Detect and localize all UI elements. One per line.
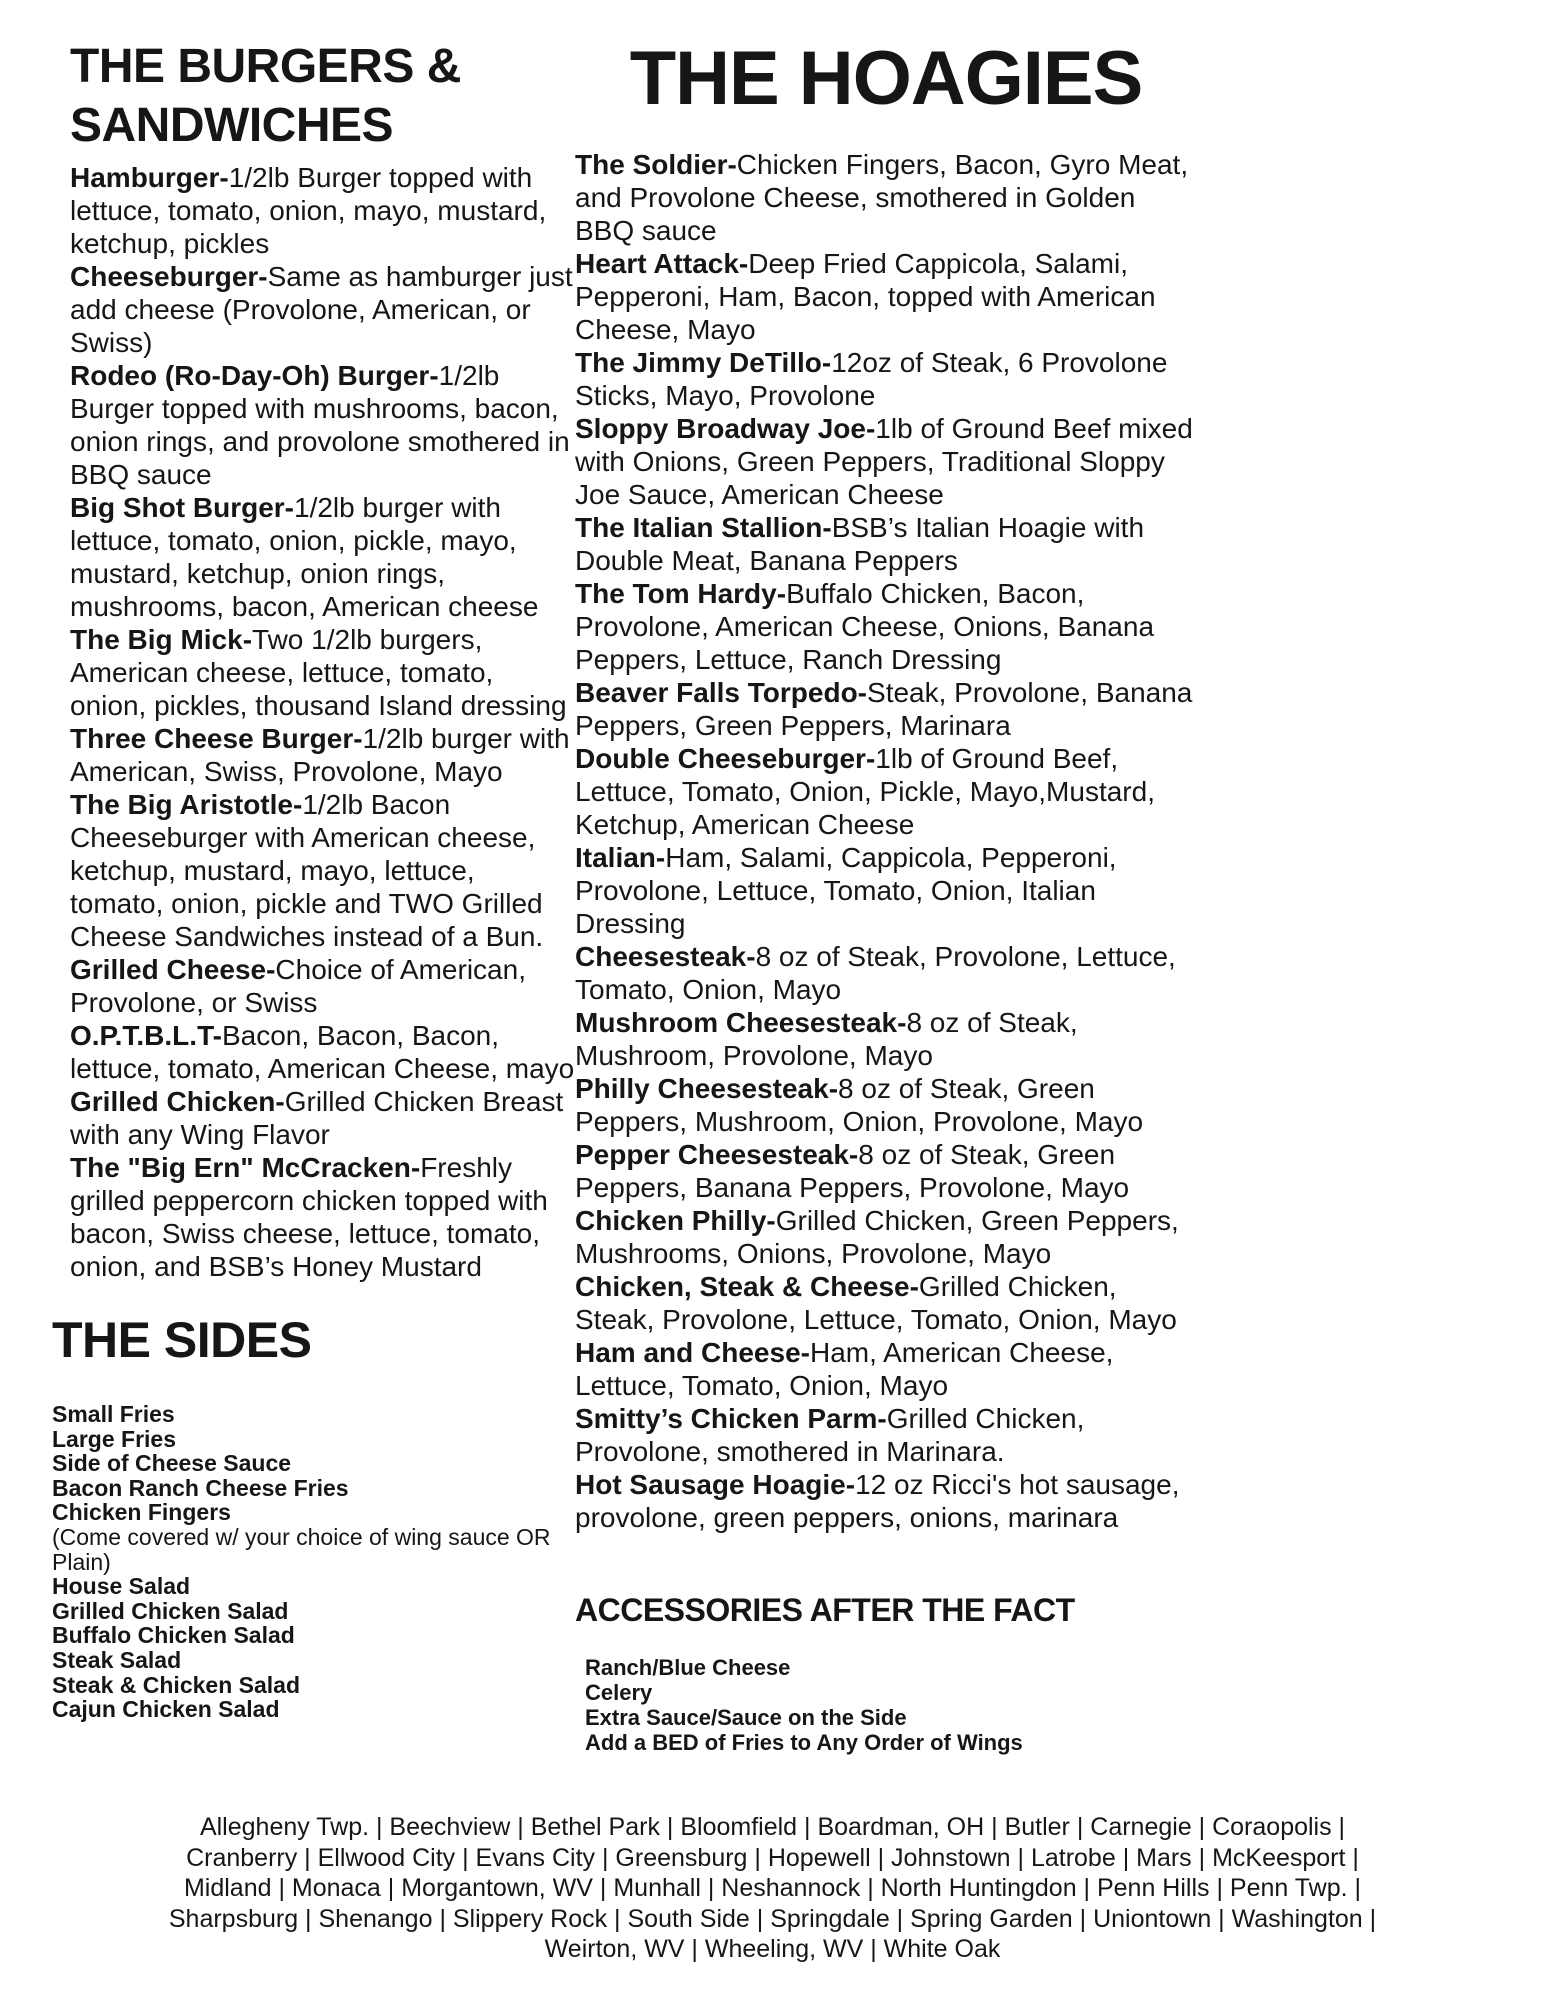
menu-item bbox=[575, 1270, 1197, 1336]
menu-item bbox=[575, 1138, 1197, 1204]
menu-item-desc: 1/2lb Burger topped with mushrooms, bacon, onion rings, and provolone smothered in BBQ sauce bbox=[70, 360, 570, 491]
menu-item bbox=[70, 722, 575, 788]
menu-item bbox=[70, 1085, 575, 1151]
menu-item-desc: 12 oz Ricci's hot sausage, provolone, green peppers, onions, marinara bbox=[575, 1469, 1180, 1534]
menu-item bbox=[575, 1468, 1197, 1534]
menu-item-desc: Deep Fried Cappicola, Salami, Pepperoni, Ham, Bacon, topped with American Cheese, Mayo bbox=[575, 248, 1156, 346]
accessories-list bbox=[575, 1655, 1197, 1755]
menu-item bbox=[70, 623, 575, 722]
menu-item-name: The Big Mick- bbox=[70, 624, 253, 656]
locations-line: Sharpsburg | Shenango | Slippery Rock | South Side | Springdale | Spring Garden | Uniontown | Washington | bbox=[168, 1904, 1377, 1933]
accessory-item: Ranch/Blue Cheese bbox=[585, 1654, 791, 1680]
menu-item-desc: Grilled Chicken, Green Peppers, Mushrooms, Onions, Provolone, Mayo bbox=[575, 1205, 1179, 1270]
menu-item bbox=[575, 1006, 1197, 1072]
menu-item-name: The "Big Ern" McCracken- bbox=[70, 1152, 421, 1184]
menu-item-name: Beaver Falls Torpedo- bbox=[575, 677, 868, 709]
menu-item bbox=[70, 260, 575, 359]
side-item: Chicken Fingers bbox=[52, 1499, 231, 1526]
hoagies-list bbox=[575, 148, 1197, 1534]
menu-item-desc: Steak, Provolone, Banana Peppers, Green Peppers, Marinara bbox=[575, 677, 1193, 742]
menu-item-name: Philly Cheesesteak- bbox=[575, 1073, 839, 1105]
locations-footer bbox=[0, 1812, 1545, 1965]
menu-item-name: Cheeseburger- bbox=[70, 261, 268, 293]
accessory-item: Add a BED of Fries to Any Order of Wings bbox=[585, 1729, 1023, 1755]
menu-item-name: Sloppy Broadway Joe- bbox=[575, 413, 876, 445]
side-item: Large Fries bbox=[52, 1425, 176, 1452]
sides-section bbox=[52, 1313, 575, 1722]
sides-list-top bbox=[52, 1402, 575, 1525]
burgers-list bbox=[70, 161, 575, 1283]
menu-item-name: The Soldier- bbox=[575, 149, 737, 181]
sides-heading: THE SIDES bbox=[52, 1312, 312, 1369]
menu-item-desc: 8 oz of Steak, Mushroom, Provolone, Mayo bbox=[575, 1007, 1078, 1072]
menu-item bbox=[575, 346, 1197, 412]
side-item: Cajun Chicken Salad bbox=[52, 1696, 280, 1723]
menu-item bbox=[575, 841, 1197, 940]
locations-line: Allegheny Twp. | Beechview | Bethel Park | Bloomfield | Boardman, OH | Butler | Carnegie | Coraopolis | bbox=[199, 1813, 1346, 1841]
menu-item-desc: Buffalo Chicken, Bacon, Provolone, American Cheese, Onions, Banana Peppers, Lettuce, Ranch Dressing bbox=[575, 578, 1155, 676]
menu-item bbox=[575, 412, 1197, 511]
menu-item bbox=[575, 148, 1197, 247]
menu-item-name: Grilled Chicken- bbox=[70, 1086, 285, 1118]
side-item: Grilled Chicken Salad bbox=[52, 1597, 289, 1624]
hoagies-column bbox=[575, 38, 1197, 1755]
menu-item-name: Double Cheeseburger- bbox=[575, 743, 876, 775]
menu-item-name: Smitty’s Chicken Parm- bbox=[575, 1403, 887, 1435]
sides-note: (Come covered w/ your choice of wing sauce OR Plain) bbox=[52, 1524, 551, 1575]
menu-item-desc: Freshly grilled peppercorn chicken topped with bacon, Swiss cheese, lettuce, tomato, onion, and BSB’s Honey Mustard bbox=[70, 1152, 548, 1283]
menu-item-name: Pepper Cheesesteak- bbox=[575, 1139, 859, 1171]
menu-item bbox=[70, 1019, 575, 1085]
menu-item-name: The Big Aristotle- bbox=[70, 789, 303, 821]
menu-item bbox=[70, 161, 575, 260]
menu-item-name: O.P.T.B.L.T- bbox=[70, 1020, 222, 1052]
locations-line: Weirton, WV | Wheeling, WV | White Oak bbox=[544, 1935, 1001, 1963]
burgers-column bbox=[52, 38, 575, 1723]
accessory-item: Celery bbox=[585, 1679, 653, 1705]
menu-item-name: Hamburger- bbox=[70, 162, 229, 194]
menu-item-desc: BSB’s Italian Hoagie with Double Meat, Banana Peppers bbox=[575, 512, 1145, 577]
menu-item-desc: Chicken Fingers, Bacon, Gyro Meat, and Provolone Cheese, smothered in Golden BBQ sauce bbox=[575, 149, 1189, 247]
menu-item bbox=[575, 1336, 1197, 1402]
menu-item-desc: Same as hamburger just add cheese (Provolone, American, or Swiss) bbox=[70, 261, 573, 359]
sides-list-bottom bbox=[52, 1574, 575, 1722]
menu-item-desc: 1/2lb Burger topped with lettuce, tomato, onion, mayo, mustard, ketchup, pickles bbox=[70, 162, 547, 260]
menu-item-desc: 1/2lb burger with lettuce, tomato, onion, pickle, mayo, mustard, ketchup, onion rings, mushrooms, bacon, American cheese bbox=[70, 492, 539, 623]
menu-item-desc: Choice of American, Provolone, or Swiss bbox=[70, 954, 526, 1019]
menu-item bbox=[575, 247, 1197, 346]
accessories-section bbox=[575, 1592, 1197, 1755]
menu-item-desc: Bacon, Bacon, Bacon, lettuce, tomato, American Cheese, mayo bbox=[70, 1020, 575, 1085]
menu-item-desc: Ham, Salami, Cappicola, Pepperoni, Provolone, Lettuce, Tomato, Onion, Italian Dressing bbox=[575, 842, 1117, 940]
menu-item-name: Cheesesteak- bbox=[575, 941, 756, 973]
menu-item-desc: 8 oz of Steak, Green Peppers, Banana Peppers, Provolone, Mayo bbox=[575, 1139, 1130, 1204]
side-item: Steak & Chicken Salad bbox=[52, 1671, 300, 1698]
menu-item bbox=[575, 1204, 1197, 1270]
menu-item-name: Italian- bbox=[575, 842, 666, 874]
menu-item bbox=[575, 940, 1197, 1006]
side-item: House Salad bbox=[52, 1573, 191, 1600]
menu-item-desc: 8 oz of Steak, Provolone, Lettuce, Tomato, Onion, Mayo bbox=[575, 941, 1176, 1006]
menu-item bbox=[575, 1072, 1197, 1138]
menu-item-name: Rodeo (Ro-Day-Oh) Burger- bbox=[70, 360, 439, 392]
menu-item-name: Chicken, Steak & Cheese- bbox=[575, 1271, 919, 1303]
menu-item bbox=[575, 577, 1197, 676]
menu-item-name: Chicken Philly- bbox=[575, 1205, 776, 1237]
locations-line: Cranberry | Ellwood City | Evans City | Greensburg | Hopewell | Johnstown | Latrobe | Mars | McKeesport | bbox=[186, 1843, 1359, 1872]
menu-item-name: Three Cheese Burger- bbox=[70, 723, 363, 755]
menu-item bbox=[575, 1402, 1197, 1468]
side-item: Side of Cheese Sauce bbox=[52, 1450, 292, 1477]
menu-item-name: The Jimmy DeTillo- bbox=[575, 347, 832, 379]
menu-item-name: Big Shot Burger- bbox=[70, 492, 294, 524]
menu-item-desc: Grilled Chicken, Steak, Provolone, Lettuce, Tomato, Onion, Mayo bbox=[575, 1271, 1177, 1336]
side-item: Small Fries bbox=[52, 1401, 175, 1428]
menu-item bbox=[70, 359, 575, 491]
menu-item bbox=[575, 511, 1197, 577]
accessory-item: Extra Sauce/Sauce on the Side bbox=[585, 1704, 907, 1730]
menu-item bbox=[70, 953, 575, 1019]
menu-item-name: Heart Attack- bbox=[575, 248, 749, 280]
side-item: Steak Salad bbox=[52, 1647, 182, 1674]
accessories-heading: ACCESSORIES AFTER THE FACT bbox=[575, 1592, 1075, 1629]
side-item: Bacon Ranch Cheese Fries bbox=[52, 1474, 349, 1501]
menu-item bbox=[70, 788, 575, 953]
menu-item-desc: 1/2lb Bacon Cheeseburger with American cheese, ketchup, mustard, mayo, lettuce, tomato, onion, pickle and TWO Grilled Cheese Sandwiches instead of a Bun. bbox=[70, 789, 544, 953]
menu-item-desc: 8 oz of Steak, Green Peppers, Mushroom, Onion, Provolone, Mayo bbox=[575, 1073, 1144, 1138]
menu-item bbox=[70, 491, 575, 623]
menu-item-desc: Grilled Chicken Breast with any Wing Flavor bbox=[70, 1086, 564, 1151]
menu-item-desc: Ham, American Cheese, Lettuce, Tomato, Onion, Mayo bbox=[575, 1337, 1114, 1402]
menu-item-name: Ham and Cheese- bbox=[575, 1337, 810, 1369]
menu-item-desc: Two 1/2lb burgers, American cheese, lettuce, tomato, onion, pickles, thousand Island dressing bbox=[70, 624, 567, 722]
locations-line: Midland | Monaca | Morgantown, WV | Munhall | Neshannock | North Huntingdon | Penn Hills | Penn Twp. | bbox=[183, 1874, 1362, 1902]
menu-item bbox=[575, 676, 1197, 742]
side-item: Buffalo Chicken Salad bbox=[52, 1622, 295, 1649]
menu-item-name: Hot Sausage Hoagie- bbox=[575, 1469, 856, 1501]
hoagies-heading: THE HOAGIES bbox=[629, 36, 1143, 121]
burgers-heading: THE BURGERS & SANDWICHES bbox=[70, 40, 461, 152]
menu-item-name: The Italian Stallion- bbox=[575, 512, 832, 544]
menu-item-desc: 1lb of Ground Beef, Lettuce, Tomato, Onion, Pickle, Mayo,Mustard, Ketchup, American Cheese bbox=[575, 743, 1155, 841]
menu-item-desc: 1lb of Ground Beef mixed with Onions, Green Peppers, Traditional Sloppy Joe Sauce, American Cheese bbox=[575, 413, 1193, 511]
menu-item-desc: 1/2lb burger with American, Swiss, Provolone, Mayo bbox=[70, 723, 570, 788]
menu-item bbox=[575, 742, 1197, 841]
menu-item-name: The Tom Hardy- bbox=[575, 578, 787, 610]
menu-item-name: Grilled Cheese- bbox=[70, 954, 276, 986]
menu-item-desc: Grilled Chicken, Provolone, smothered in Marinara. bbox=[575, 1403, 1085, 1468]
menu-item bbox=[70, 1151, 575, 1283]
menu-item-desc: 12oz of Steak, 6 Provolone Sticks, Mayo, Provolone bbox=[575, 347, 1168, 412]
menu-item-name: Mushroom Cheesesteak- bbox=[575, 1007, 907, 1039]
